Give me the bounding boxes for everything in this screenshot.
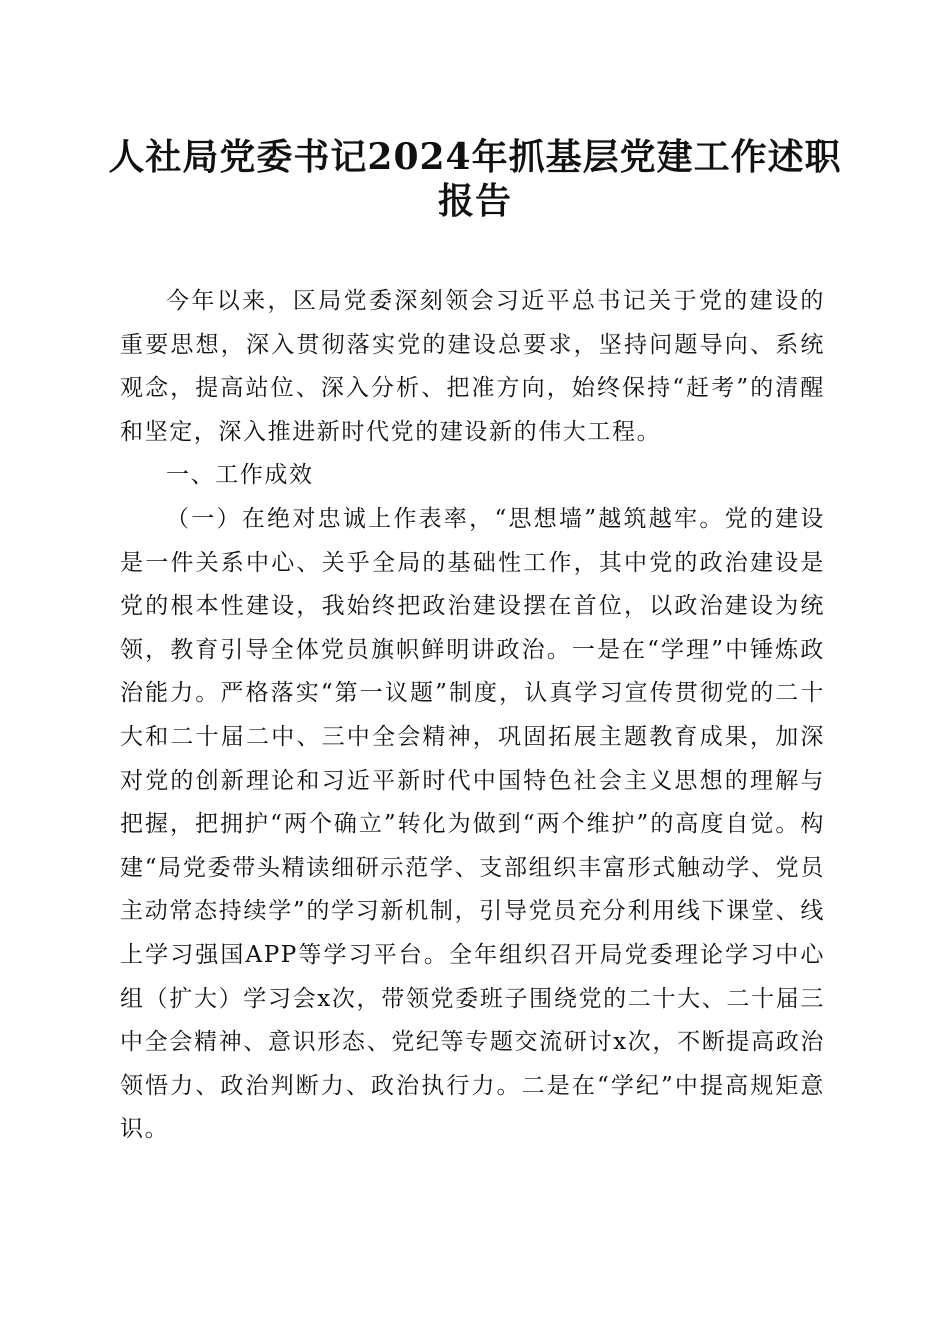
document-body [120,280,825,1152]
section-heading: 一、工作成效 [166,462,314,489]
document-title: 人社局党委书记2024年抓基层党建工作述职报告 [108,136,842,222]
intro-paragraph: 今年以来，区局党委深刻领会习近平总书记关于党的建设的重要思想，深入贯彻落实党的建设总要求，坚持问题导向、系统观念，提高站位、深入分析、把准方向，始终保持“赶考”的清醒和坚定，深入推进新时代党的建设新的伟大工程。 [120,288,825,445]
section-paragraph: （一）在绝对忠诚上作表率，“思想墙”越筑越牢。党的建设是一件关系中心、关乎全局的基础性工作，其中党的政治建设是党的根本性建设，我始终把政治建设摆在首位，以政治建设为统领，教育引导全体党员旗帜鲜明讲政治。一是在“学理”中锤炼政治能力。严格落实“第一议题”制度，认真学习宣传贯彻党的二十大和二十届二中、三中全会精神，巩固拓展主题教育成果，加深对党的创新理论和习近平新时代中国特色社会主义思想的理解与把握，把拥护“两个确立”转化为做到“两个维护”的高度自觉。构建“局党委带头精读细研示范学、支部组织丰富形式触动学、党员主动常态持续学”的学习新机制，引导党员充分利用线下课堂、线上学习强国APP等学习平台。全年组织召开局党委理论学习中心组（扩大）学习会x次，带领党委班子围绕党的二十大、二十届三中全会精神、意识形态、党纪等专题交流研讨x次，不断提高政治领悟力、政治判断力、政治执行力。二是在“学纪”中提高规矩意识。 [120,505,825,1143]
